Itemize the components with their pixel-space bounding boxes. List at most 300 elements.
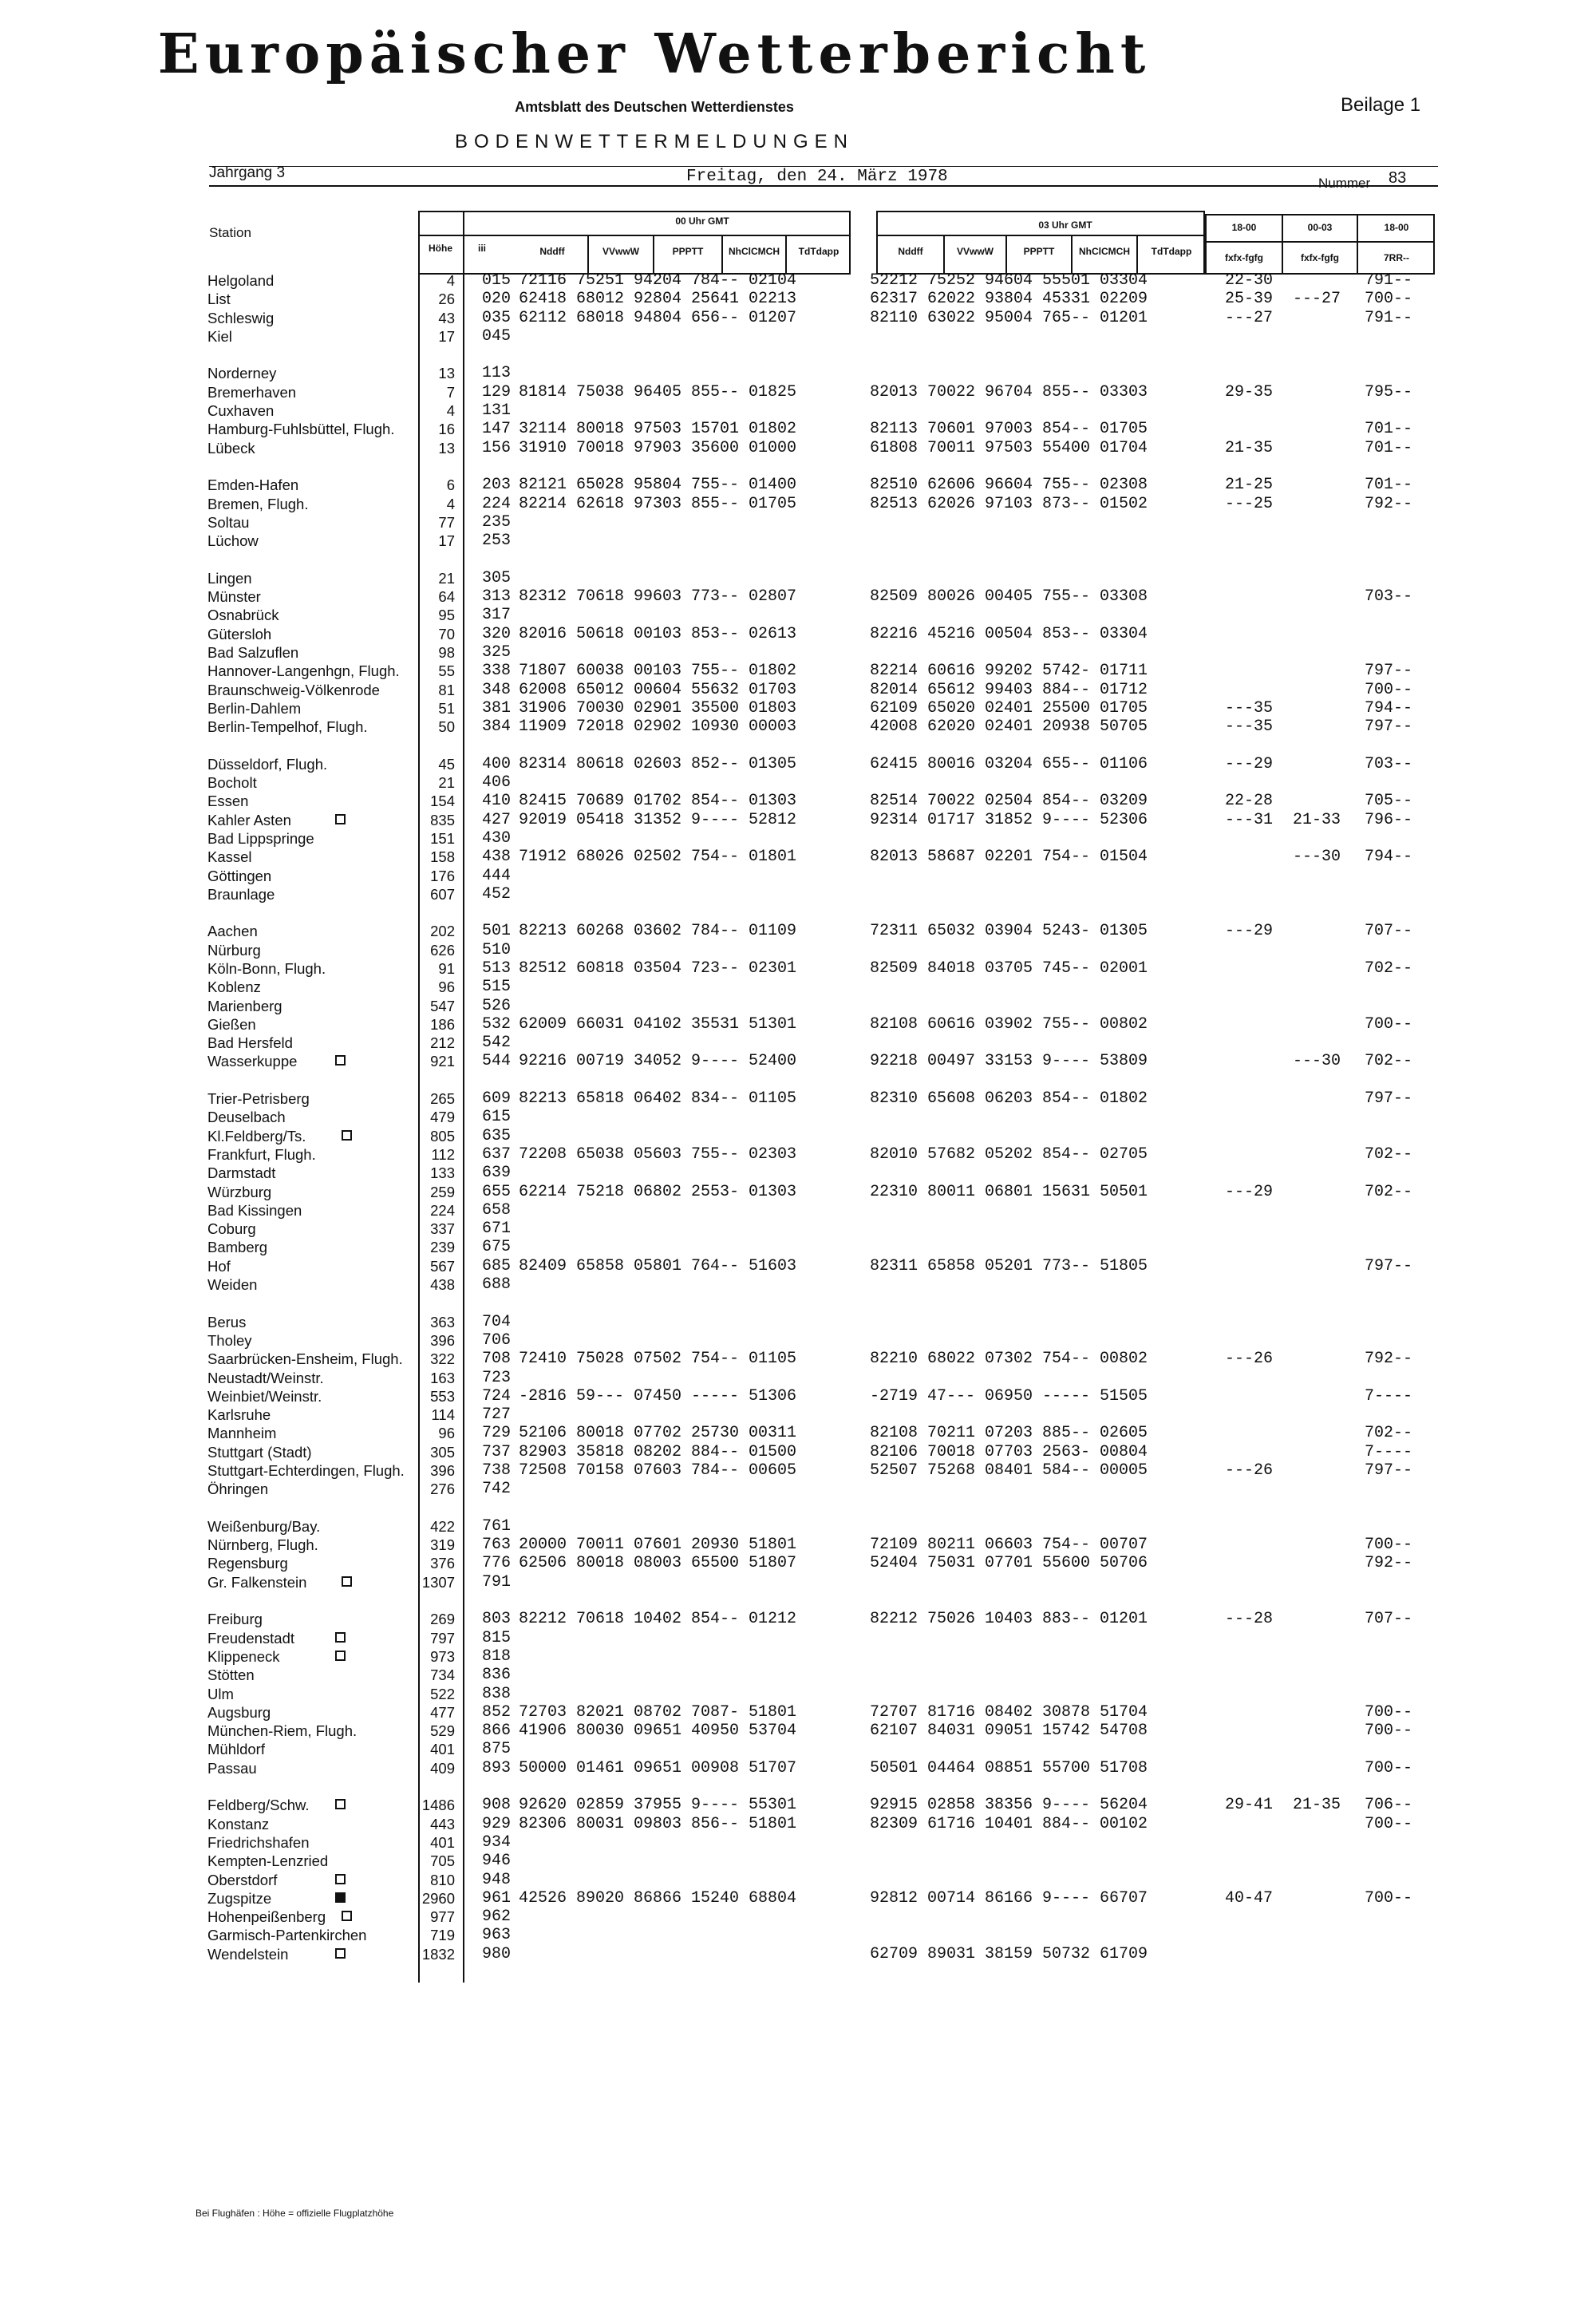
wind-18-00: 25-39 [1225, 290, 1274, 309]
station-label: Weiden [207, 1276, 258, 1294]
station-height: 1832 [421, 1945, 455, 1963]
table-row [471, 1629, 1428, 1647]
station-name [207, 1908, 415, 1926]
table-row [471, 1387, 1428, 1406]
block-00: 50000 01461 09651 00908 51707 [519, 1758, 797, 1777]
station-height: 337 [430, 1220, 455, 1238]
station-label: Trier-Petrisberg [207, 1090, 310, 1108]
wind-00-03: ---30 [1293, 848, 1341, 867]
table-row [471, 1220, 1428, 1238]
block-00: 82903 35818 08202 884-- 01500 [519, 1442, 797, 1461]
station-name [207, 1945, 415, 1963]
block-00: 31910 70018 97903 35600 01000 [519, 438, 797, 457]
rain-18-00: 700-- [1365, 1888, 1413, 1908]
rain-18-00: 700-- [1365, 1722, 1413, 1741]
station-height: 1486 [421, 1797, 455, 1814]
row-gap [471, 903, 1428, 922]
row-gap [207, 457, 415, 476]
station-name [207, 1015, 415, 1034]
table-row [471, 1926, 1428, 1944]
station-height: 567 [430, 1257, 455, 1275]
station-height: 70 [438, 625, 455, 642]
station-label: Bremerhaven [207, 383, 297, 401]
row-gap [471, 1499, 1428, 1517]
station-name [207, 383, 415, 401]
table-row [471, 959, 1428, 978]
block-00: 82512 60818 03504 723-- 02301 [519, 959, 797, 978]
row-gap [471, 736, 1428, 754]
station-name [207, 643, 415, 662]
table-row [471, 1127, 1428, 1145]
block-03: 82311 65858 05201 773-- 51805 [870, 1256, 1148, 1275]
table-row [471, 1833, 1428, 1852]
station-height: 401 [430, 1741, 455, 1758]
station-label: München-Riem, Flugh. [207, 1722, 358, 1740]
col03-nddff: Nddff [898, 246, 923, 257]
station-height: 202 [430, 923, 455, 940]
table-row [471, 1685, 1428, 1703]
station-label: Cuxhaven [207, 402, 275, 420]
row-gap [207, 1777, 415, 1796]
station-name [207, 1034, 415, 1052]
station-label: Lübeck [207, 439, 255, 457]
station-name [207, 1703, 415, 1722]
table-row [471, 1443, 1428, 1461]
row-gap [207, 1499, 415, 1517]
block-00: 62506 80018 08003 65500 51807 [519, 1554, 797, 1573]
station-label: Köln-Bonn, Flugh. [207, 959, 326, 977]
block-iii: 737 [482, 1442, 512, 1461]
table-row [471, 643, 1428, 662]
station-name [207, 290, 415, 308]
station-height: 977 [430, 1908, 455, 1926]
block-00: 82312 70618 99603 773-- 02807 [519, 587, 797, 607]
jahrgang-label: Jahrgang 3 [209, 164, 286, 181]
table-row [471, 476, 1428, 494]
square-icon [335, 1055, 346, 1065]
station-label: Coburg [207, 1220, 256, 1238]
station-height: 547 [430, 997, 455, 1014]
station-height: 55 [438, 662, 455, 680]
block-iii: 776 [482, 1554, 512, 1573]
group00-label: 00 Uhr GMT [675, 215, 729, 227]
rain-18-00: 705-- [1365, 792, 1413, 811]
station-height: 17 [438, 532, 455, 550]
table-row [471, 848, 1428, 866]
station-label: Frankfurt, Flugh. [207, 1145, 316, 1163]
block-03: 72109 80211 06603 754-- 00707 [870, 1536, 1148, 1555]
block-03: 92915 02858 38356 9---- 56204 [870, 1796, 1148, 1815]
table-row [471, 1164, 1428, 1182]
station-name [207, 699, 415, 718]
station-name [207, 1145, 415, 1164]
extra-top-2: 00-03 [1307, 222, 1333, 233]
station-name [207, 271, 415, 290]
station-name [207, 1387, 415, 1406]
square-icon [335, 814, 346, 824]
block-00: 32114 80018 97503 15701 01802 [519, 420, 797, 439]
block-iii: 147 [482, 420, 512, 439]
station-height: 186 [430, 1015, 455, 1033]
station-name [207, 959, 415, 978]
block-iii: 400 [482, 754, 512, 773]
table-row [471, 1871, 1428, 1889]
station-name [207, 1238, 415, 1256]
station-label: Hof [207, 1257, 231, 1275]
station-label: Bad Salzuflen [207, 643, 299, 661]
station-name [207, 1517, 415, 1536]
table-row [471, 922, 1428, 940]
square-icon [342, 1576, 352, 1587]
table-row [471, 420, 1428, 438]
station-label: Ulm [207, 1685, 234, 1702]
station-name [207, 1871, 415, 1889]
rain-18-00: 791-- [1365, 308, 1413, 327]
block-00: 71912 68026 02502 754-- 01801 [519, 848, 797, 867]
station-height: 438 [430, 1276, 455, 1294]
table-row [471, 587, 1428, 606]
station-height: 805 [430, 1127, 455, 1145]
date-label: Freitag, den 24. März 1978 [686, 168, 948, 186]
rain-18-00: 797-- [1365, 718, 1413, 737]
table-row [471, 1740, 1428, 1758]
station-label: Würzburg [207, 1183, 272, 1200]
block-iii: 381 [482, 698, 512, 718]
station-height: 17 [438, 327, 455, 345]
station-height: 443 [430, 1815, 455, 1832]
block-00: 11909 72018 02902 10930 00003 [519, 718, 797, 737]
block-iii: 203 [482, 476, 512, 495]
station-label: Wasserkuppe [207, 1053, 298, 1070]
station-height: 95 [438, 607, 455, 624]
table-row [471, 1480, 1428, 1498]
station-name [207, 309, 415, 327]
station-height: 719 [430, 1927, 455, 1944]
station-label: Berus [207, 1313, 247, 1330]
row-gap [410, 1294, 460, 1312]
station-label: Stötten [207, 1666, 255, 1684]
table-row [471, 1908, 1428, 1926]
rain-18-00: 797-- [1365, 1089, 1413, 1109]
table-row [471, 495, 1428, 513]
block-iii: 542 [482, 1034, 512, 1053]
wind-18-00: ---26 [1225, 1350, 1274, 1369]
station-height: 810 [430, 1871, 455, 1888]
square-icon [342, 1130, 352, 1141]
hoehe-header: Höhe [429, 243, 452, 254]
block-00: 82213 60268 03602 784-- 01109 [519, 922, 797, 941]
station-name [207, 1480, 415, 1498]
station-height: 4 [446, 495, 455, 512]
block-iii: 875 [482, 1740, 512, 1759]
rain-18-00: 707-- [1365, 922, 1413, 941]
table-row [471, 1722, 1428, 1740]
rain-18-00: 702-- [1365, 959, 1413, 978]
station-name [207, 420, 415, 438]
station-height: 112 [431, 1145, 455, 1163]
station-height: 259 [430, 1183, 455, 1200]
rain-18-00: 707-- [1365, 1610, 1413, 1629]
station-height: 45 [438, 755, 455, 773]
block-iii: 313 [482, 587, 512, 607]
table-row [471, 309, 1428, 327]
block-iii: 815 [482, 1628, 512, 1647]
block-iii: 320 [482, 624, 512, 643]
row-gap [471, 1294, 1428, 1312]
nummer-value: 83 [1389, 169, 1407, 187]
station-name [207, 829, 415, 848]
station-label: Braunlage [207, 885, 275, 903]
block-iii: 706 [482, 1330, 512, 1350]
block-iii: 688 [482, 1275, 512, 1295]
wind-18-00: 29-41 [1225, 1796, 1274, 1815]
block-iii: 544 [482, 1052, 512, 1071]
station-label: Nürburg [207, 941, 261, 959]
block-00: 72208 65038 05603 755-- 02303 [519, 1145, 797, 1164]
station-label: Bad Lippspringe [207, 829, 314, 847]
station-name [207, 1722, 415, 1740]
block-00: 92620 02859 37955 9---- 55301 [519, 1796, 797, 1815]
block-iii: 791 [482, 1572, 512, 1591]
station-name [207, 476, 415, 494]
station-height: 51 [438, 699, 455, 717]
row-gap [471, 1071, 1428, 1089]
station-name [207, 327, 415, 346]
row-gap [471, 346, 1428, 364]
station-name [207, 495, 415, 513]
row-gap [207, 736, 415, 754]
station-height: 114 [431, 1406, 455, 1424]
station-height: 835 [430, 811, 455, 828]
block-00: 82314 80618 02603 852-- 01305 [519, 754, 797, 773]
block-iii: 526 [482, 996, 512, 1015]
rain-18-00: 702-- [1365, 1182, 1413, 1201]
table-row [471, 271, 1428, 290]
table-row [471, 773, 1428, 792]
block-03: 82108 60616 03902 755-- 00802 [870, 1014, 1148, 1034]
wind-18-00: ---31 [1225, 810, 1274, 829]
station-label: Garmisch-Partenkirchen [207, 1927, 367, 1944]
block-00: 72703 82021 08702 7087- 51801 [519, 1702, 797, 1722]
col03-vvwww: VVwwW [956, 246, 994, 257]
station-list [207, 271, 415, 1963]
wind-00-03: ---30 [1293, 1052, 1341, 1071]
rain-18-00: 700-- [1365, 1536, 1413, 1555]
station-height: 81 [438, 681, 455, 698]
table-row [471, 811, 1428, 829]
table-row [471, 1666, 1428, 1684]
group03-rule [876, 235, 1205, 236]
col00-nddff: Nddff [539, 246, 565, 257]
block-03: 82509 80026 00405 755-- 03308 [870, 587, 1148, 607]
block-03: 62317 62022 93804 45331 02209 [870, 290, 1148, 309]
station-height: 96 [438, 1425, 455, 1442]
station-name [207, 792, 415, 810]
block-iii: 934 [482, 1832, 512, 1852]
block-iii: 129 [482, 382, 512, 401]
row-gap [471, 1591, 1428, 1610]
block-iii: 410 [482, 792, 512, 811]
block-iii: 675 [482, 1238, 512, 1257]
wind-18-00: ---26 [1225, 1461, 1274, 1480]
block-iii: 113 [482, 364, 512, 383]
station-height: 21 [438, 569, 455, 587]
block-iii: 729 [482, 1424, 512, 1443]
rain-18-00: 702-- [1365, 1424, 1413, 1443]
block-03: 82113 70601 97003 854-- 01705 [870, 420, 1148, 439]
table-row [471, 1945, 1428, 1963]
table-row [471, 1889, 1428, 1908]
col00-vvwww: VVwwW [602, 246, 639, 257]
station-height: 607 [430, 885, 455, 903]
wind-18-00: ---28 [1225, 1610, 1274, 1629]
station-label: Aachen [207, 923, 258, 940]
block-iii: 803 [482, 1610, 512, 1629]
block-iii: 763 [482, 1536, 512, 1555]
table-row [471, 1852, 1428, 1870]
station-label: Münster [207, 588, 261, 606]
station-label: Berlin-Tempelhof, Flugh. [207, 718, 368, 736]
block-03: 82010 57682 05202 854-- 02705 [870, 1145, 1148, 1164]
rain-18-00: 7---- [1365, 1442, 1413, 1461]
wind-00-03: 21-35 [1293, 1796, 1341, 1815]
row-gap [471, 550, 1428, 568]
wind-00-03: ---27 [1293, 290, 1341, 309]
station-name [207, 587, 415, 606]
station-name [207, 1183, 415, 1201]
extra-rule [1205, 241, 1435, 243]
block-iii: 738 [482, 1461, 512, 1480]
row-gap [410, 1777, 460, 1796]
station-name [207, 1443, 415, 1461]
rain-18-00: 791-- [1365, 271, 1413, 290]
block-00: 82409 65858 05801 764-- 51603 [519, 1256, 797, 1275]
block-00: 82213 65818 06402 834-- 01105 [519, 1089, 797, 1109]
table-row [471, 1089, 1428, 1108]
station-name [207, 1220, 415, 1238]
table-row [471, 1369, 1428, 1387]
square-icon [335, 1874, 346, 1884]
block-00: 72508 70158 07603 784-- 00605 [519, 1461, 797, 1480]
station-height: 4 [446, 272, 455, 289]
station-label: Nürnberg, Flugh. [207, 1536, 318, 1554]
station-height: 154 [430, 793, 455, 810]
table-row [471, 755, 1428, 773]
block-03: 82108 70211 07203 885-- 02605 [870, 1424, 1148, 1443]
block-03: 72311 65032 03904 5243- 01305 [870, 922, 1148, 941]
square-icon [342, 1911, 352, 1921]
rain-18-00: 701-- [1365, 476, 1413, 495]
station-height: 1307 [421, 1573, 455, 1591]
block-00: 62008 65012 00604 55632 01703 [519, 680, 797, 699]
table-row [471, 569, 1428, 587]
wind-18-00: 29-35 [1225, 382, 1274, 401]
block-00: 82214 62618 97303 855-- 01705 [519, 494, 797, 513]
block-iii: 452 [482, 884, 512, 903]
station-name [207, 811, 415, 829]
station-name [207, 773, 415, 792]
station-name [207, 867, 415, 885]
beilage-label: Beilage 1 [1341, 94, 1421, 116]
block-03: 82510 62606 96604 755-- 02308 [870, 476, 1148, 495]
station-label: Gr. Falkenstein [207, 1573, 307, 1591]
station-label: Regensburg [207, 1555, 288, 1572]
block-03: 82309 61716 10401 884-- 00102 [870, 1814, 1148, 1833]
station-height: 77 [438, 513, 455, 531]
station-height: 973 [430, 1647, 455, 1665]
table-row [471, 401, 1428, 420]
table-row [471, 1238, 1428, 1256]
station-label: Hohenpeißenberg [207, 1908, 326, 1926]
block-iii: 510 [482, 940, 512, 959]
station-name [207, 1759, 415, 1777]
station-name [207, 1573, 415, 1591]
block-00: 82016 50618 00103 853-- 02613 [519, 624, 797, 643]
wind-18-00: 40-47 [1225, 1888, 1274, 1908]
station-name [207, 513, 415, 532]
station-height: 176 [430, 867, 455, 884]
table-row [471, 327, 1428, 346]
station-height: 98 [438, 643, 455, 661]
station-name [207, 1257, 415, 1275]
rain-18-00: 706-- [1365, 1796, 1413, 1815]
block-03: 82514 70022 02504 854-- 03209 [870, 792, 1148, 811]
station-height: 363 [430, 1313, 455, 1330]
block-00: 82212 70618 10402 854-- 01212 [519, 1610, 797, 1629]
table-row [471, 718, 1428, 736]
table-row [471, 1034, 1428, 1052]
block-iii: 727 [482, 1406, 512, 1425]
station-name [207, 1647, 415, 1666]
station-height: 96 [438, 979, 455, 996]
station-label: Mühldorf [207, 1741, 265, 1758]
block-00: 20000 70011 07601 20930 51801 [519, 1536, 797, 1555]
block-00: 92216 00719 34052 9---- 52400 [519, 1052, 797, 1071]
station-name [207, 662, 415, 680]
group03-label: 03 Uhr GMT [1038, 219, 1092, 231]
block-03: 62107 84031 09051 15742 54708 [870, 1722, 1148, 1741]
station-name [207, 1350, 415, 1368]
block-iii: 348 [482, 680, 512, 699]
block-00: 72116 75251 94204 784-- 02104 [519, 271, 797, 290]
row-gap [410, 736, 460, 754]
row-gap [207, 903, 415, 922]
col00-tdtd: TdTdapp [798, 246, 839, 257]
station-height: 50 [438, 718, 455, 736]
table-row [471, 885, 1428, 903]
table-row [471, 1610, 1428, 1628]
station-name [207, 1666, 415, 1684]
station-height: 522 [430, 1685, 455, 1702]
filled-square-icon [335, 1892, 346, 1903]
wind-18-00: 21-25 [1225, 476, 1274, 495]
rain-18-00: 700-- [1365, 1758, 1413, 1777]
rain-18-00: 796-- [1365, 810, 1413, 829]
rain-18-00: 797-- [1365, 1461, 1413, 1480]
extra-bottom-1: fxfx-fgfg [1225, 252, 1263, 263]
block-03: 82013 70022 96704 855-- 03303 [870, 382, 1148, 401]
row-gap [471, 457, 1428, 476]
station-label: Hamburg-Fuhlsbüttel, Flugh. [207, 421, 395, 438]
station-height: 64 [438, 588, 455, 606]
table-row [471, 1052, 1428, 1070]
block-iii: 615 [482, 1108, 512, 1127]
rain-18-00: 701-- [1365, 420, 1413, 439]
block-03: 82513 62026 97103 873-- 01502 [870, 494, 1148, 513]
station-name [207, 848, 415, 866]
rule-hoehe-right [463, 275, 464, 1983]
block-iii: 427 [482, 810, 512, 829]
